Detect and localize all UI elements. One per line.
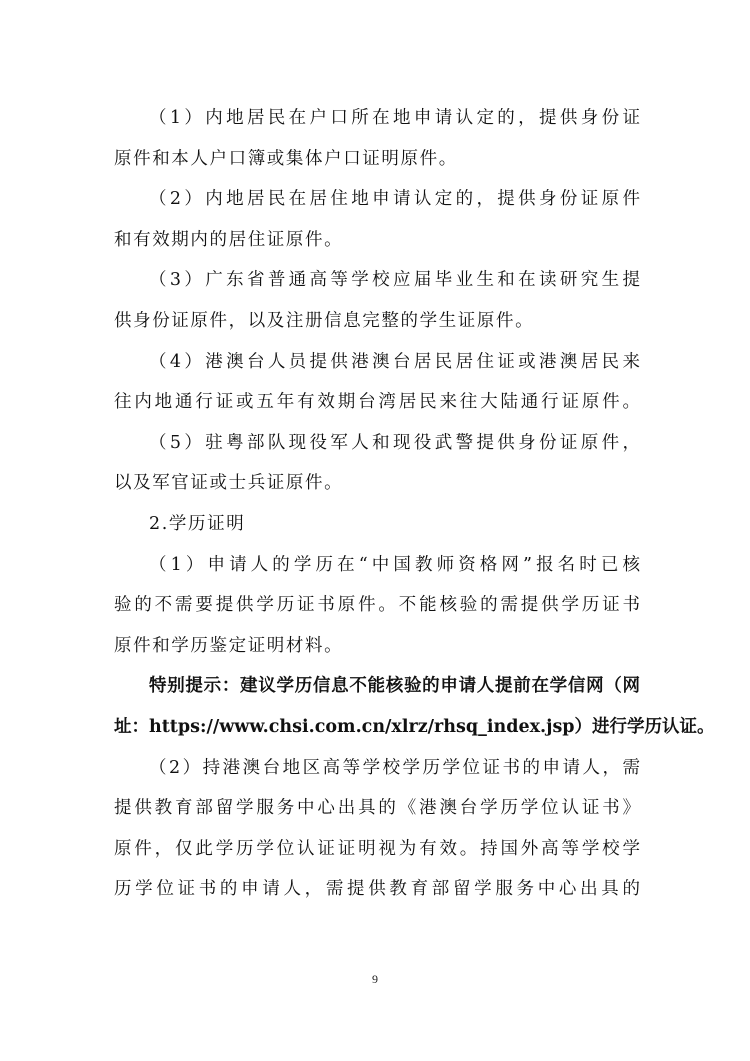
- paragraph-line: （1）内地居民在户口所在地申请认定的，提供身份证: [149, 108, 640, 128]
- paragraph-line: （4）港澳台人员提供港澳台居民居住证或港澳居民来: [149, 351, 640, 372]
- paragraph-line: 验的不需要提供学历证书原件。不能核验的需提供学历证书: [114, 595, 640, 616]
- paragraph-line: 原件和学历鉴定证明材料。: [114, 635, 344, 656]
- paragraph-line: （3）广东省普通高等学校应届毕业生和在读研究生提: [149, 270, 640, 291]
- document-body: [114, 98, 715, 910]
- paragraph-line: （2）内地居民在居住地申请认定的，提供身份证原件: [149, 189, 640, 210]
- paragraph-line: 和有效期内的居住证原件。: [114, 229, 344, 250]
- special-notice-url-line: 址：https://www.chsi.com.cn/xlrz/rhsq_index.jsp）进行学历认证。: [114, 716, 715, 737]
- paragraph-line: 供身份证原件，以及注册信息完整的学生证原件。: [114, 310, 535, 331]
- paragraph-line: （2）持港澳台地区高等学校学历学位证书的申请人，需: [149, 757, 640, 778]
- paragraph-line: 提供教育部留学服务中心出具的《港澳台学历学位认证书》: [114, 798, 640, 819]
- paragraph-line: （5）驻粤部队现役军人和现役武警提供身份证原件，: [149, 432, 640, 453]
- paragraph-line: 原件，仅此学历学位认证证明视为有效。持国外高等学校学: [114, 838, 640, 859]
- special-notice-line: 特别提示：建议学历信息不能核验的申请人提前在学信网（网: [149, 676, 640, 697]
- paragraph-line: 原件和本人户口簿或集体户口证明原件。: [114, 148, 458, 169]
- paragraph-line: 以及军官证或士兵证原件。: [114, 473, 344, 494]
- page-number: 9: [372, 972, 378, 986]
- section-heading: 2.学历证明: [149, 513, 246, 534]
- paragraph-line: （1）申请人的学历在“中国教师资格网”报名时已核: [149, 554, 640, 575]
- paragraph-line: 往内地通行证或五年有效期台湾居民来往大陆通行证原件。: [114, 392, 640, 413]
- paragraph-line: 历学位证书的申请人，需提供教育部留学服务中心出具的: [114, 879, 640, 900]
